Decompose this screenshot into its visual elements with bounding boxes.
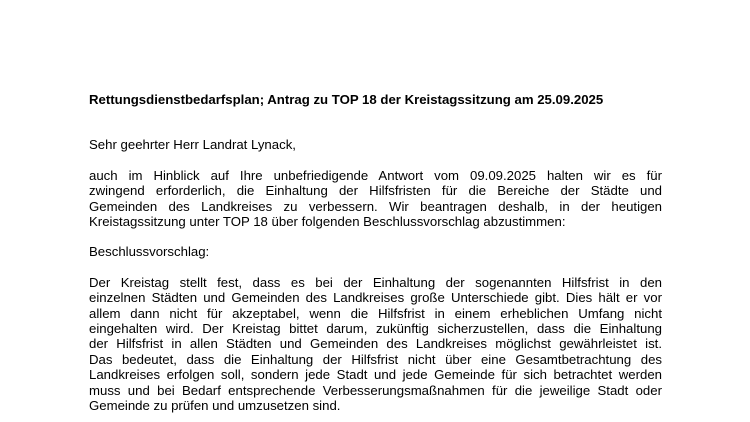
paragraph-line: eingehalten wird. Der Kreistag bittet darum, zukünftig sicherzustellen, dass die Einhaltung <box>89 321 662 337</box>
paragraph-line: Der Kreistag stellt fest, dass es bei der Einhaltung der sogenannten Hilfsfrist in den <box>89 274 662 290</box>
paragraph-line: allem dann nicht für akzeptabel, wenn die Hilfsfrist in einem erheblichen Umfang nicht <box>89 305 662 321</box>
paragraph-line: Das bedeutet, dass die Einhaltung der Hilfsfrist nicht über eine Gesamtbetrachtung des <box>89 351 662 367</box>
paragraph-line: Kreistagssitzung unter TOP 18 über folgenden Beschlussvorschlag abzustimmen: <box>89 214 566 230</box>
proposal-paragraph <box>89 275 662 414</box>
paragraph-line: Landkreises erfolgen soll, sondern jede Stadt und jede Gemeinde für sich betrachtet werden <box>89 367 662 383</box>
paragraph-line: Gemeinde zu prüfen und umzusetzen sind. <box>89 398 341 414</box>
paragraph-line: auch im Hinblick auf Ihre unbefriedigende Antwort vom 09.09.2025 halten wir es für <box>89 167 662 183</box>
paragraph-line: Gemeinden des Landkreises zu verbessern. Wir beantragen deshalb, in der heutigen <box>89 198 662 214</box>
paragraph-line: muss und bei Bedarf entsprechende Verbesserungsmaßnahmen für die jeweilige Stadt oder <box>89 382 662 398</box>
letter-body <box>89 92 662 414</box>
letter-salutation: Sehr geehrter Herr Landrat Lynack, <box>89 137 296 153</box>
proposal-label: Beschlussvorschlag: <box>89 244 210 260</box>
intro-paragraph <box>89 168 662 230</box>
paragraph-line: der Hilfsfrist in allen Städten und Gemeinden des Landkreises möglichst gewährleistet ist. <box>89 336 662 352</box>
letter-subject: Rettungsdienstbedarfsplan; Antrag zu TOP 18 der Kreistagssitzung am 25.09.2025 <box>89 92 604 107</box>
paragraph-line: zwingend erforderlich, die Einhaltung der Hilfsfristen für die Bereiche der Städte und <box>89 183 662 199</box>
paragraph-line: einzelnen Städten und Gemeinden des Landkreises große Unterschiede gibt. Dies hält er vor <box>89 290 662 306</box>
